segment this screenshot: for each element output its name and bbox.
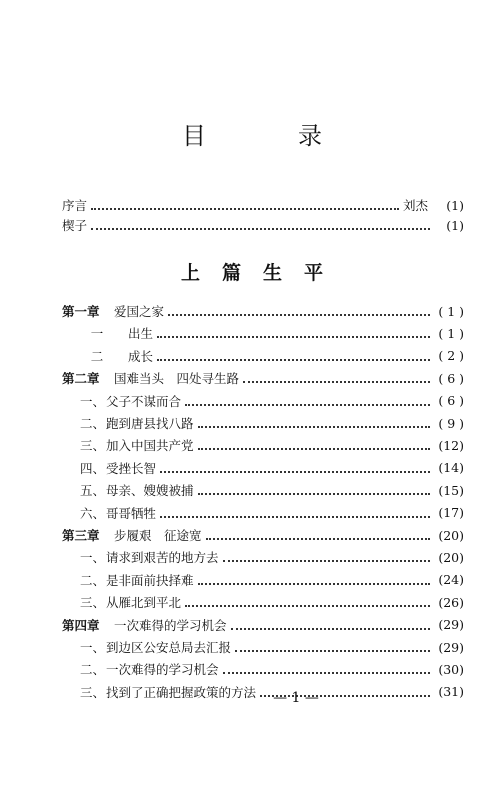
entry-title: 父子不谋而合 xyxy=(106,393,182,409)
entry-title: 步履艰 征途宽 xyxy=(114,528,202,543)
entry-title: 一次难得的学习机会 xyxy=(114,617,227,633)
toc-section-entry[interactable] xyxy=(62,569,464,591)
dot-leader xyxy=(223,658,430,674)
entry-page: (30) xyxy=(438,661,464,677)
section-number: 二、 xyxy=(80,416,106,431)
section-number: 一、 xyxy=(80,393,106,409)
entry-page: (24) xyxy=(438,572,464,588)
toc-section-entry[interactable] xyxy=(62,546,464,568)
dot-leader xyxy=(185,390,430,406)
entry-title: 母亲、嫂嫂被捕 xyxy=(106,483,194,499)
section-number: 四、 xyxy=(80,460,106,476)
entry-page: ( 1 ) xyxy=(438,303,464,319)
toc-section-entry[interactable] xyxy=(62,457,464,479)
entry-page: (1) xyxy=(446,217,464,233)
entry-title: 从雁北到平北 xyxy=(106,595,182,611)
entry-author: 刘杰 xyxy=(402,198,428,213)
entry-page: (29) xyxy=(438,639,464,655)
entry-title: 楔子 xyxy=(62,218,88,233)
chapter-number: 第一章 xyxy=(62,304,100,319)
dot-leader xyxy=(235,636,430,652)
dot-leader xyxy=(185,591,430,607)
dot-leader xyxy=(160,457,430,473)
section-number: 二、 xyxy=(80,572,106,588)
dot-leader xyxy=(243,367,430,383)
entry-title: 找到了正确把握政策的方法 xyxy=(106,684,257,700)
entry-page: ( 1 ) xyxy=(438,325,464,341)
toc-section-entry[interactable] xyxy=(62,322,464,344)
dot-leader xyxy=(157,345,430,361)
section-number: 三、 xyxy=(80,595,106,611)
entry-page: (31) xyxy=(438,684,464,700)
entry-title: 请求到艰苦的地方去 xyxy=(106,550,219,566)
entry-page: (17) xyxy=(438,505,464,521)
toc-chapter-entry[interactable] xyxy=(62,367,464,389)
dot-leader xyxy=(206,524,430,540)
dot-leader xyxy=(91,194,399,210)
entry-page: (12) xyxy=(438,437,464,453)
toc-section-entry[interactable] xyxy=(62,345,464,367)
toc-entry-prologue[interactable] xyxy=(62,214,464,236)
chapter-number: 第四章 xyxy=(62,617,100,633)
section-number: 一、 xyxy=(80,640,106,655)
entry-page: ( 9 ) xyxy=(438,415,464,431)
section-number: 三、 xyxy=(80,438,106,454)
entry-title: 成长 xyxy=(128,348,154,364)
section-number: 一、 xyxy=(80,550,106,566)
section-number: 六、 xyxy=(80,505,106,521)
entry-page: (26) xyxy=(438,594,464,610)
entry-title: 国难当头 四处寻生路 xyxy=(114,371,240,387)
entry-page: ( 2 ) xyxy=(438,348,464,364)
dot-leader xyxy=(223,546,430,562)
dot-leader xyxy=(198,479,430,495)
entry-page: (15) xyxy=(438,482,464,498)
entry-page: (20) xyxy=(438,527,464,543)
entry-title: 到边区公安总局去汇报 xyxy=(106,640,232,655)
toc-section-entry[interactable] xyxy=(62,658,464,680)
toc-entry-preface[interactable] xyxy=(62,194,464,216)
entry-title: 序言 xyxy=(62,198,88,213)
dot-leader xyxy=(231,614,430,630)
toc-section-entry[interactable] xyxy=(62,434,464,456)
dot-leader xyxy=(168,300,430,316)
section-number: 五、 xyxy=(80,483,106,499)
dot-leader xyxy=(198,412,430,428)
entry-page: ( 6 ) xyxy=(438,393,464,409)
entry-page: (20) xyxy=(438,549,464,565)
section-number: 二、 xyxy=(80,662,106,678)
section-number: 二 xyxy=(90,348,104,364)
chapter-number: 第三章 xyxy=(62,528,100,543)
dot-leader xyxy=(91,214,430,230)
toc-section-entry[interactable] xyxy=(62,390,464,412)
entry-title: 哥哥牺牲 xyxy=(106,505,157,521)
entry-page: (14) xyxy=(438,460,464,476)
toc-section-entry[interactable] xyxy=(62,412,464,434)
page-number: — 1 — xyxy=(273,690,319,706)
page-title: 目 录 xyxy=(182,122,356,150)
entry-title: 一次难得的学习机会 xyxy=(106,662,219,678)
entry-title: 加入中国共产党 xyxy=(106,438,194,454)
entry-title: 受挫长智 xyxy=(106,460,157,476)
toc-chapter-entry[interactable] xyxy=(62,524,464,546)
entry-page: (29) xyxy=(438,617,464,633)
dot-leader xyxy=(157,322,430,338)
entry-page: ( 6 ) xyxy=(438,370,464,386)
chapter-number: 第二章 xyxy=(62,371,100,387)
section-number: 一 xyxy=(90,326,104,342)
toc-section-entry[interactable] xyxy=(62,636,464,658)
dot-leader xyxy=(160,502,430,518)
toc-section-entry[interactable] xyxy=(62,479,464,501)
entry-title: 是非面前抉择难 xyxy=(106,572,194,588)
dot-leader xyxy=(198,569,430,585)
part-title: 上篇生平 xyxy=(180,262,345,284)
dot-leader xyxy=(198,434,430,450)
entry-title: 跑到唐县找八路 xyxy=(106,416,194,431)
toc-chapter-entry[interactable] xyxy=(62,614,464,636)
entry-page: (1) xyxy=(446,197,464,213)
toc-section-entry[interactable] xyxy=(62,591,464,613)
entry-title: 爱国之家 xyxy=(114,304,165,319)
entry-title: 出生 xyxy=(128,326,154,342)
toc-chapter-entry[interactable] xyxy=(62,300,464,322)
section-number: 三、 xyxy=(80,684,106,700)
toc-section-entry[interactable] xyxy=(62,502,464,524)
